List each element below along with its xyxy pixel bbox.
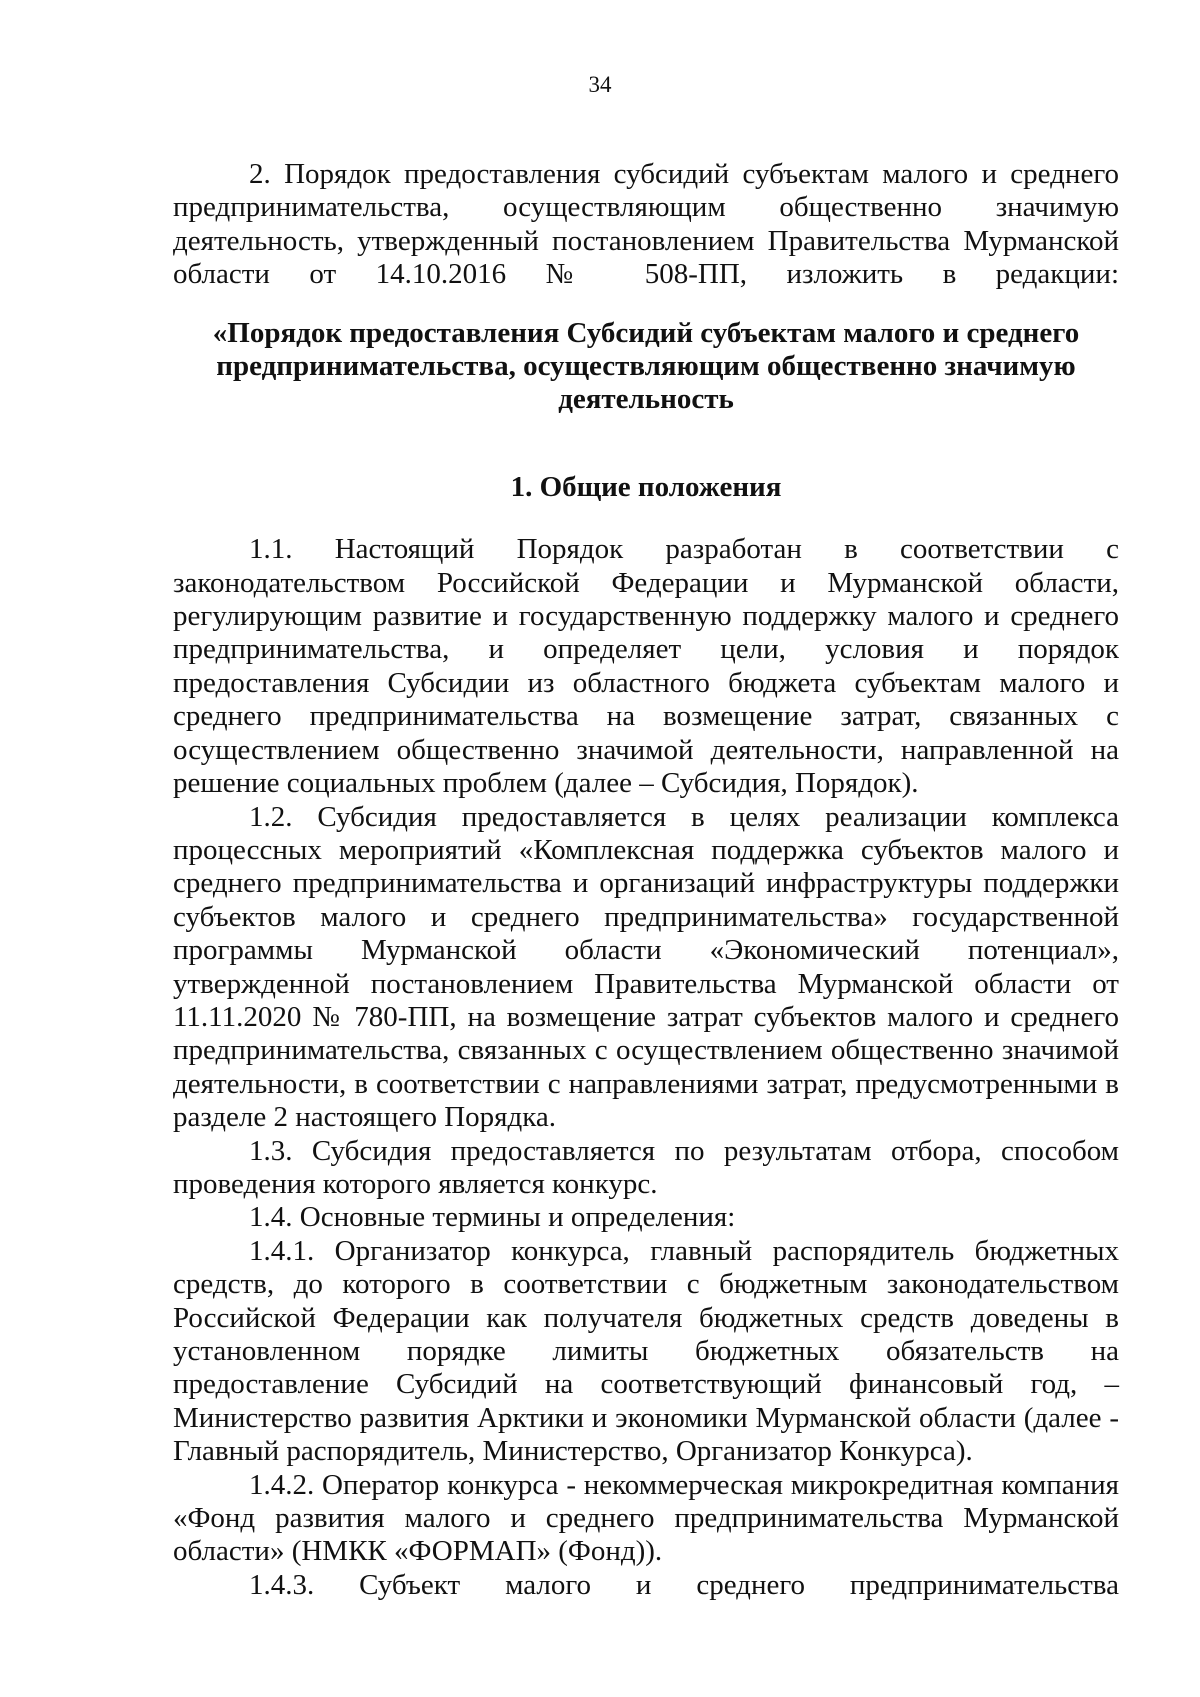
document-body <box>173 158 1119 1602</box>
intro-line-1: 2. Порядок предоставления субсидий субъектам малого и среднего <box>249 158 1119 190</box>
intro-line-3: деятельность, утвержденный постановлением Правительства Мурманской <box>173 224 1119 257</box>
title-line-2: предпринимательства, осуществляющим общественно значимую <box>216 350 1076 383</box>
paragraph-1-1: 1.1. Настоящий Порядок разработан в соответствии с законодательством Российской Федерации и Мурманской области, регулирующим развитие и государственную поддержку малого и среднего предпринимательства, и определяет цели, условия и порядок предоставления Субсидии из областного бюджета субъектам малого и среднего предпринимательства на возмещение затрат, связанных с осуществлением общественно значимой деятельности, направленной на решение социальных проблем (далее – Субсидия, Порядок). <box>173 533 1119 800</box>
paragraph-1-2: 1.2. Субсидия предоставляется в целях реализации комплекса процессных мероприятий «Комплексная поддержка субъектов малого и среднего предпринимательства и организаций инфраструктуры поддержки субъектов малого и среднего предпринимательства» государственной программы Мурманской области «Экономический потенциал», утвержденной постановлением Правительства Мурманской области от 11.11.2020 № 780-ПП, на возмещение затрат субъектов малого и среднего предпринимательства, связанных с осуществлением общественно значимой деятельности, в соответствии с направлениями затрат, предусмотренными в разделе 2 настоящего Порядка. <box>173 800 1119 1134</box>
paragraph-1-4-2: 1.4.2. Оператор конкурса - некоммерческая микрокредитная компания «Фонд развития малого и среднего предпринимательства Мурманской области» (НМКК «ФОРМАП» (Фонд)). <box>173 1468 1119 1568</box>
title-line-1: «Порядок предоставления Субсидий субъектам малого и среднего <box>212 316 1080 349</box>
paragraph-1-4-3: 1.4.3. Субъект малого и среднего предпринимательства <box>249 1568 1119 1601</box>
title-line-3: деятельность <box>558 383 734 416</box>
paragraph-1-4-1: 1.4.1. Организатор конкурса, главный распорядитель бюджетных средств, до которого в соответствии с бюджетным законодательством Российской Федерации как получателя бюджетных средств доведены в установленном порядке лимиты бюджетных обязательств на предоставление Субсидий на соответствующий финансовый год, – Министерство развития Арктики и экономики Мурманской области (далее - Главный распорядитель, Министерство, Организатор Конкурса). <box>173 1234 1119 1468</box>
document-title <box>173 317 1119 417</box>
paragraph-1-4: 1.4. Основные термины и определения: <box>249 1201 736 1234</box>
intro-paragraph <box>173 158 1119 292</box>
paragraph-1-3: 1.3. Субсидия предоставляется по результатам отбора, способом проведения которого является конкурс. <box>173 1134 1119 1200</box>
intro-line-2: предпринимательства, осуществляющим общественно значимую <box>173 191 1119 224</box>
intro-line-4: области от 14.10.2016 № 508-ПП, изложить в редакции: <box>173 258 1119 291</box>
section-heading: 1. Общие положения <box>510 470 782 503</box>
page-number: 34 <box>588 72 612 97</box>
